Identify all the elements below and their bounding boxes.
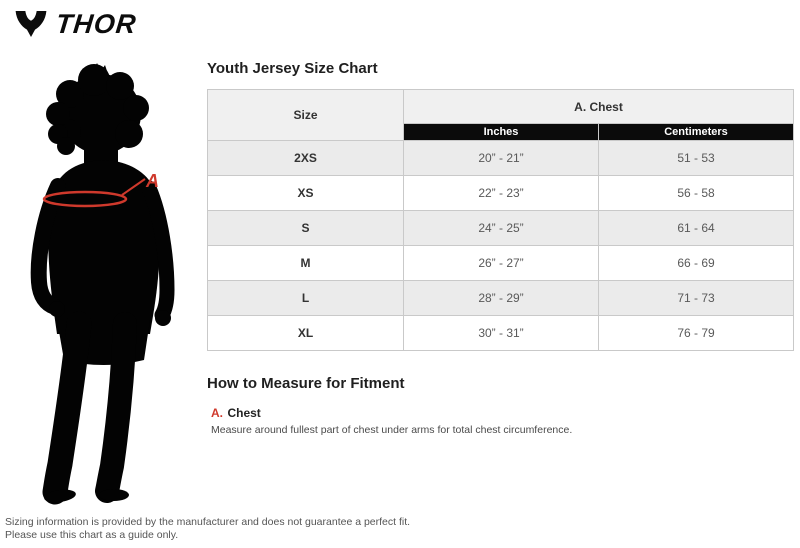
measure-section-title: How to Measure for Fitment: [207, 375, 405, 392]
inches-value: 28” - 29”: [404, 281, 599, 316]
size-value: M: [208, 246, 404, 281]
content-column: [207, 60, 793, 436]
inches-value: 30” - 31”: [404, 316, 599, 351]
silhouette-body: [39, 63, 171, 504]
disclaimer: [5, 516, 410, 542]
centimeters-value: 76 - 79: [599, 316, 794, 351]
table-row: [208, 211, 794, 246]
measure-label-a: A: [146, 171, 159, 191]
size-value: L: [208, 281, 404, 316]
thor-logo: [14, 8, 137, 40]
header-row-group: [208, 90, 794, 124]
measure-item-key: A.: [211, 406, 223, 420]
size-chart-title: Youth Jersey Size Chart: [207, 60, 378, 77]
measure-section: [207, 375, 793, 436]
measure-item-label: Chest: [227, 406, 261, 420]
inches-value: 20” - 21”: [404, 141, 599, 176]
child-silhouette: [8, 62, 198, 507]
disclaimer-line-1: Sizing information is provided by the manufacturer and does not guarantee a perfect fit.: [5, 516, 411, 528]
measure-item-description: Measure around fullest part of chest under arms for total chest circumference.: [211, 424, 573, 436]
inches-value: 22” - 23”: [404, 176, 599, 211]
thor-horns-icon: [14, 8, 48, 40]
measure-item-chest: [207, 404, 793, 436]
size-value: S: [208, 211, 404, 246]
table-row: [208, 176, 794, 211]
inches-value: 26” - 27”: [404, 246, 599, 281]
thor-wordmark: THOR: [54, 9, 139, 39]
centimeters-value: 71 - 73: [599, 281, 794, 316]
table-row: [208, 246, 794, 281]
header-centimeters: Centimeters: [599, 124, 794, 141]
disclaimer-line-2: Please use this chart as a guide only.: [5, 529, 179, 541]
size-value: XL: [208, 316, 404, 351]
header-size: Size: [208, 90, 404, 141]
size-value: XS: [208, 176, 404, 211]
centimeters-value: 61 - 64: [599, 211, 794, 246]
centimeters-value: 66 - 69: [599, 246, 794, 281]
centimeters-value: 51 - 53: [599, 141, 794, 176]
table-row: [208, 316, 794, 351]
header-chest-group: A. Chest: [404, 90, 794, 124]
size-value: 2XS: [208, 141, 404, 176]
header-inches: Inches: [404, 124, 599, 141]
measure-item-heading: [211, 404, 793, 422]
centimeters-value: 56 - 58: [599, 176, 794, 211]
size-chart-table: [207, 89, 794, 351]
table-row: [208, 141, 794, 176]
table-row: [208, 281, 794, 316]
inches-value: 24” - 25”: [404, 211, 599, 246]
